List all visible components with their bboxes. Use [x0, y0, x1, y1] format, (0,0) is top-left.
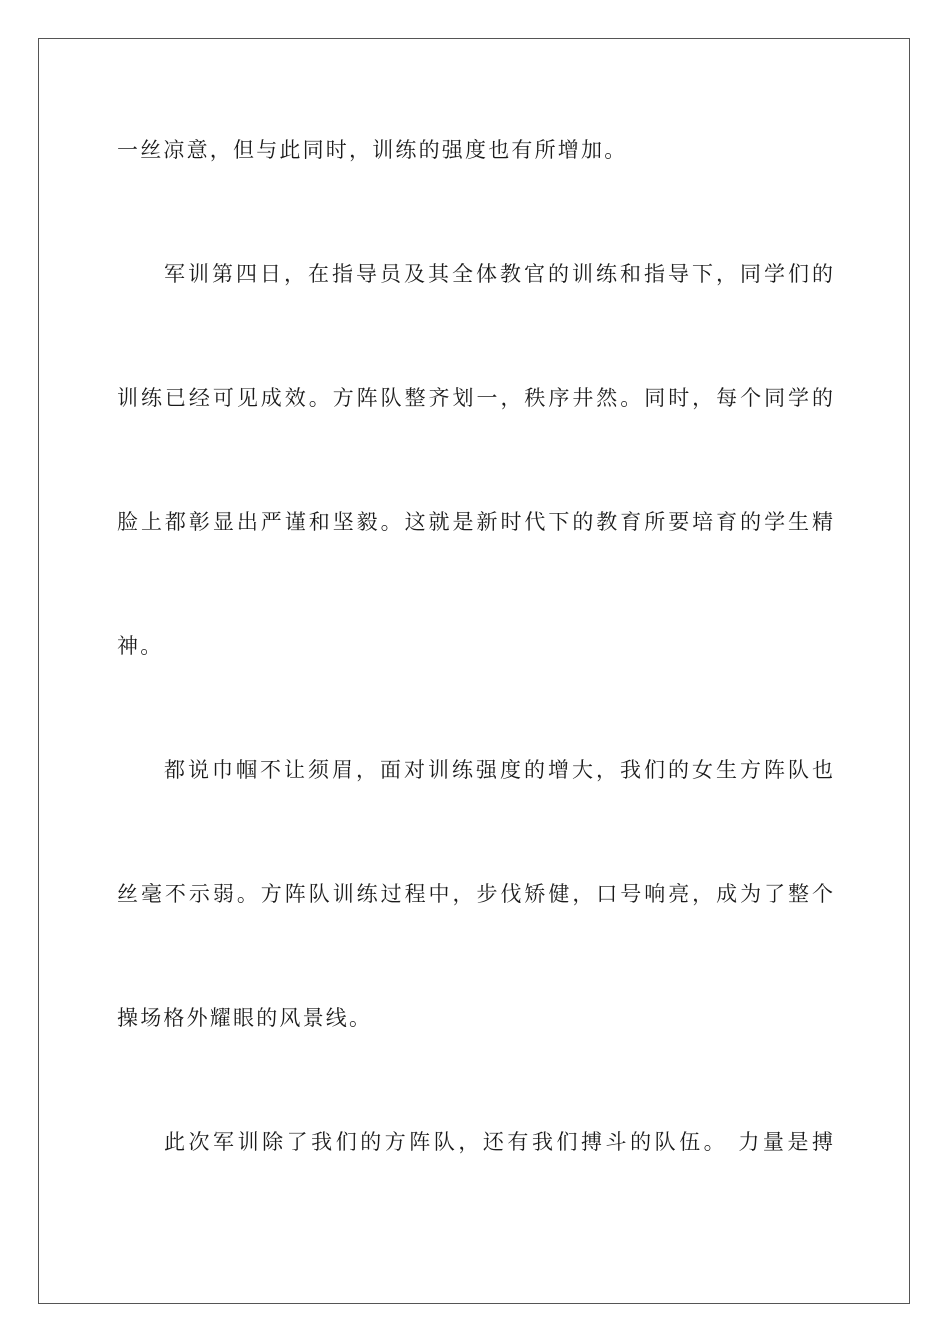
paragraph-line-4: 脸上都彰显出严谨和坚毅。这就是新时代下的教育所要培育的学生精: [117, 510, 833, 534]
paragraph-line-1: 一丝凉意，但与此同时，训练的强度也有所增加。: [117, 138, 628, 162]
paragraph-line-5: 神。: [117, 634, 164, 658]
paragraph-line-6: 都说巾帼不让须眉，面对训练强度的增大，我们的女生方阵队也: [164, 758, 833, 782]
paragraph-line-7: 丝毫不示弱。方阵队训练过程中，步伐矫健，口号响亮，成为了整个: [117, 882, 833, 906]
document-body: [117, 128, 833, 1244]
paragraph-line-2: 军训第四日，在指导员及其全体教官的训练和指导下，同学们的: [164, 262, 833, 286]
paragraph-line-8: 操场格外耀眼的风景线。: [117, 1006, 373, 1030]
paragraph-line-9: 此次军训除了我们的方阵队，还有我们搏斗的队伍。 力量是搏: [164, 1130, 833, 1154]
paragraph-line-3: 训练已经可见成效。方阵队整齐划一，秩序井然。同时，每个同学的: [117, 386, 833, 410]
